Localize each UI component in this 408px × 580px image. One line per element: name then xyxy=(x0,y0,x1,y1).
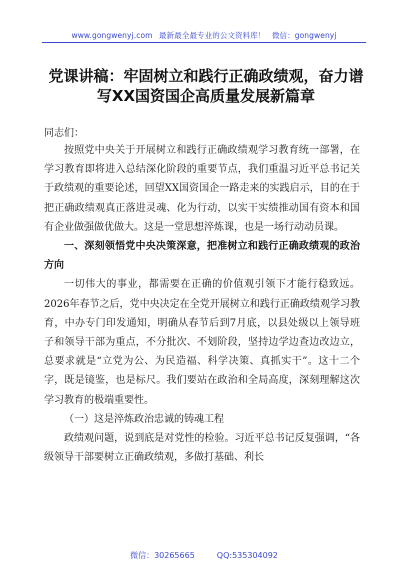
body-paragraph: 政绩观问题，说到底是对党性的检验。习近平总书记反复强调，“各级领导干部要树立正确政绩观，多做打基础、利长 xyxy=(44,433,360,464)
document-body xyxy=(44,141,360,467)
page-header xyxy=(0,30,408,41)
section-heading: 一、深刻领悟党中央决策深意，把准树立和践行正确政绩观的政治方向 xyxy=(44,241,360,272)
header-wechat: 微信：gongwenyj xyxy=(271,31,337,40)
page-footer xyxy=(0,550,408,561)
body-paragraph: 一切伟大的事业，都需要在正确的价值观引领下才能行稳致远。2026年春节之后，党中央决定在全党开展树立和践行正确政绩观学习教育，中办专门印发通知，明确从春节后到7月底，以县处级以上领导班子和领导干部为重点，不分批次、不划阶段，坚持边学边查边改边立，总要求就是“立党为公、为民造福、科学决策、真抓实干”。这十二个字，既是镜鉴，也是标尺。我们要站在政治和全局高度，深刻理解这次学习教育的极端重要性。 xyxy=(44,279,360,406)
header-site-link[interactable]: www.gongwenyj.com xyxy=(71,31,153,40)
document-title: 党课讲稿：牢固树立和践行正确政绩观，奋力谱写XX国资国企高质量发展新篇章 xyxy=(48,67,364,105)
subsection-heading: （一）这是淬炼政治忠诚的铸魂工程 xyxy=(64,413,224,425)
body-paragraph: 按照党中央关于开展树立和践行正确政绩观学习教育统一部署，在学习教育即将进入总结深化阶段的重要节点，我们重温习近平总书记关于政绩观的重要论述，回望XX国资国企一路走来的实践启示，目的在于把正确政绩观真正落进灵魂、化为行动，以实干实绩推动国有资本和国有企业做强做优做大。这是一堂思想淬炼课，也是一场行动动员课。 xyxy=(44,145,360,233)
footer-qq: QQ:535304092 xyxy=(216,551,278,560)
header-slogan: 最新最全最专业的公文资料库！ xyxy=(159,31,266,40)
footer-wechat: 微信：30265665 xyxy=(130,551,195,560)
header-divider xyxy=(42,42,366,43)
greeting: 同志们： xyxy=(44,128,84,139)
